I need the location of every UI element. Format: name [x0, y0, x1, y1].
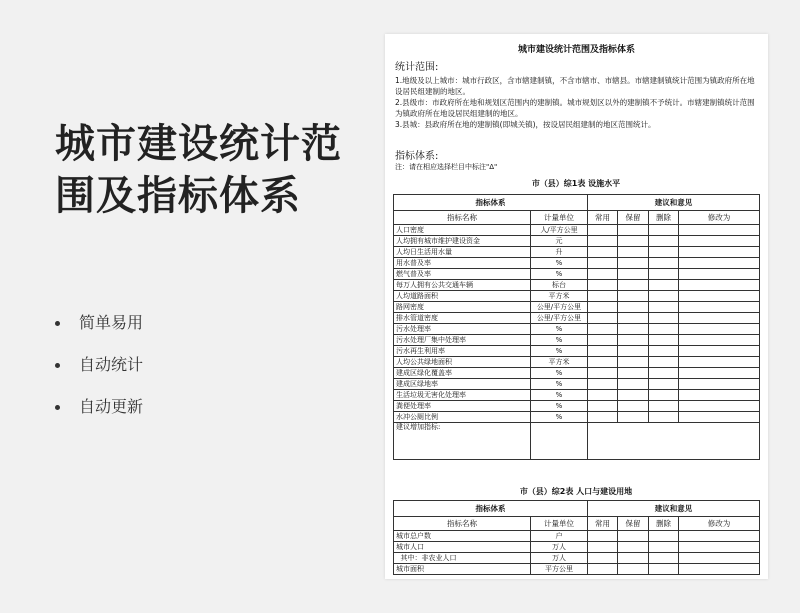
delete-checkbox-cell[interactable] [649, 335, 679, 346]
usage-checkbox-cell[interactable] [588, 302, 618, 313]
table-row [394, 225, 760, 236]
unit-cell: % [531, 269, 588, 280]
table-row [394, 280, 760, 291]
usage-checkbox-cell[interactable] [588, 269, 618, 280]
scope-list [395, 75, 761, 130]
indicator-name: 用水普及率 [394, 258, 531, 269]
indicator-heading: 指标体系: [395, 151, 439, 162]
usage-checkbox-cell[interactable] [588, 531, 618, 542]
indicator-name: 建成区绿地率 [394, 379, 531, 390]
keep-checkbox-cell[interactable] [618, 324, 649, 335]
keep-checkbox-cell[interactable] [618, 302, 649, 313]
unit-cell: 标台 [531, 280, 588, 291]
column-header: 指标名称 [394, 211, 531, 225]
delete-checkbox-cell[interactable] [649, 346, 679, 357]
modify-input-cell[interactable] [679, 553, 760, 564]
usage-checkbox-cell[interactable] [588, 280, 618, 291]
keep-checkbox-cell[interactable] [618, 269, 649, 280]
keep-checkbox-cell[interactable] [618, 412, 649, 423]
indicator-name: 路网密度 [394, 302, 531, 313]
delete-checkbox-cell[interactable] [649, 280, 679, 291]
unit-cell: 公里/平方公里 [531, 313, 588, 324]
delete-checkbox-cell[interactable] [649, 236, 679, 247]
delete-checkbox-cell[interactable] [649, 291, 679, 302]
indicator-name: 排水管道密度 [394, 313, 531, 324]
feature-item [55, 354, 143, 396]
keep-checkbox-cell[interactable] [618, 225, 649, 236]
usage-checkbox-cell[interactable] [588, 357, 618, 368]
bullet-icon [55, 405, 60, 410]
usage-checkbox-cell[interactable] [588, 412, 618, 423]
group-header: 建议和意见 [588, 501, 760, 517]
unit-cell: 平方米 [531, 291, 588, 302]
column-header: 修改为 [679, 517, 760, 531]
scope-item: 1.地级及以上城市：城市行政区，含市辖建制镇，不含市辖市、市辖县。市辖建制镇统计范围为镇政府所在地设居民组建制的地区。 [395, 76, 755, 96]
table-row [394, 346, 760, 357]
unit-cell: % [531, 368, 588, 379]
column-header: 计量单位 [531, 211, 588, 225]
modify-input-cell[interactable] [679, 280, 760, 291]
indicator-name: 燃气普及率 [394, 269, 531, 280]
indicator-name: 城市总户数 [394, 531, 531, 542]
indicator-name: 城市面积 [394, 564, 531, 575]
table-row [394, 291, 760, 302]
indicator-name: 人均公共绿地面积 [394, 357, 531, 368]
unit-cell: % [531, 335, 588, 346]
unit-cell: 万人 [531, 553, 588, 564]
indicator-name: 生活垃圾无害化处理率 [394, 390, 531, 401]
table-row [394, 412, 760, 423]
table-row [394, 390, 760, 401]
usage-checkbox-cell[interactable] [588, 324, 618, 335]
scope-heading: 统计范围: [395, 62, 439, 73]
table1-caption: 市（县）综1表 设施水平 [531, 179, 621, 188]
usage-checkbox-cell[interactable] [588, 247, 618, 258]
modify-input-cell[interactable] [679, 258, 760, 269]
group-header: 建议和意见 [588, 195, 760, 211]
usage-checkbox-cell[interactable] [588, 564, 618, 575]
unit-cell: 万人 [531, 542, 588, 553]
unit-cell: 户 [531, 531, 588, 542]
keep-checkbox-cell[interactable] [618, 291, 649, 302]
feature-label: 自动更新 [79, 397, 144, 416]
table-row [394, 302, 760, 313]
table-row [394, 258, 760, 269]
keep-checkbox-cell[interactable] [618, 335, 649, 346]
unit-cell: % [531, 401, 588, 412]
column-header: 保留 [618, 517, 649, 531]
unit-cell: % [531, 379, 588, 390]
unit-cell: 元 [531, 236, 588, 247]
modify-input-cell[interactable] [679, 390, 760, 401]
usage-checkbox-cell[interactable] [588, 258, 618, 269]
modify-input-cell[interactable] [679, 412, 760, 423]
feature-label: 简单易用 [79, 313, 144, 332]
delete-checkbox-cell[interactable] [649, 553, 679, 564]
usage-checkbox-cell[interactable] [588, 390, 618, 401]
table-row [394, 269, 760, 280]
suggest-label: 建议增加指标: [394, 423, 531, 460]
table-row [394, 531, 760, 542]
feature-label: 自动统计 [79, 355, 144, 374]
delete-checkbox-cell[interactable] [649, 564, 679, 575]
delete-checkbox-cell[interactable] [649, 531, 679, 542]
bullet-icon [55, 363, 60, 368]
column-header: 保留 [618, 211, 649, 225]
modify-input-cell[interactable] [679, 324, 760, 335]
delete-checkbox-cell[interactable] [649, 379, 679, 390]
delete-checkbox-cell[interactable] [649, 258, 679, 269]
table-row [394, 542, 760, 553]
usage-checkbox-cell[interactable] [588, 401, 618, 412]
document-preview [385, 34, 768, 579]
keep-checkbox-cell[interactable] [618, 313, 649, 324]
indicator-name: 人均道路面积 [394, 291, 531, 302]
keep-checkbox-cell[interactable] [618, 357, 649, 368]
unit-cell: 人/平方公里 [531, 225, 588, 236]
table-row [394, 236, 760, 247]
column-header: 删除 [649, 517, 679, 531]
suggest-unit-cell[interactable] [531, 423, 588, 460]
group-header: 指标体系 [394, 195, 588, 211]
column-header: 修改为 [679, 211, 760, 225]
delete-checkbox-cell[interactable] [649, 324, 679, 335]
indicator-name: 粪便处理率 [394, 401, 531, 412]
indicator-name: 污水处理率 [394, 324, 531, 335]
modify-input-cell[interactable] [679, 313, 760, 324]
indicator-name: 污水处理厂集中处理率 [394, 335, 531, 346]
delete-checkbox-cell[interactable] [649, 542, 679, 553]
unit-cell: 平方米 [531, 357, 588, 368]
indicator-name: 水冲公厕比例 [394, 412, 531, 423]
unit-cell: % [531, 412, 588, 423]
table-row [394, 313, 760, 324]
modify-input-cell[interactable] [679, 247, 760, 258]
column-header: 计量单位 [531, 517, 588, 531]
usage-checkbox-cell[interactable] [588, 225, 618, 236]
feature-list [55, 312, 143, 438]
keep-checkbox-cell[interactable] [618, 280, 649, 291]
modify-input-cell[interactable] [679, 379, 760, 390]
unit-cell: % [531, 258, 588, 269]
delete-checkbox-cell[interactable] [649, 313, 679, 324]
indicator-name: 污水再生利用率 [394, 346, 531, 357]
document-title: 城市建设统计范围及指标体系 [517, 45, 635, 55]
scope-item: 2.县级市：市政府所在地和规划区范围内的建制镇。城市规划区以外的建制镇不予统计。市辖建制镇统计范围为镇政府所在地设居民组建制的地区。 [395, 98, 755, 118]
unit-cell: 平方公里 [531, 564, 588, 575]
table-row [394, 553, 760, 564]
modify-input-cell[interactable] [679, 357, 760, 368]
modify-input-cell[interactable] [679, 236, 760, 247]
keep-checkbox-cell[interactable] [618, 564, 649, 575]
table-row [394, 564, 760, 575]
keep-checkbox-cell[interactable] [618, 401, 649, 412]
usage-checkbox-cell[interactable] [588, 291, 618, 302]
modify-input-cell[interactable] [679, 346, 760, 357]
table-row [394, 247, 760, 258]
keep-checkbox-cell[interactable] [618, 542, 649, 553]
modify-input-cell[interactable] [679, 531, 760, 542]
keep-checkbox-cell[interactable] [618, 247, 649, 258]
table-row [394, 324, 760, 335]
keep-checkbox-cell[interactable] [618, 258, 649, 269]
indicator-table-2 [393, 500, 760, 575]
unit-cell: 升 [531, 247, 588, 258]
modify-input-cell[interactable] [679, 302, 760, 313]
feature-item [55, 396, 143, 438]
usage-checkbox-cell[interactable] [588, 379, 618, 390]
delete-checkbox-cell[interactable] [649, 357, 679, 368]
usage-checkbox-cell[interactable] [588, 313, 618, 324]
usage-checkbox-cell[interactable] [588, 335, 618, 346]
usage-checkbox-cell[interactable] [588, 368, 618, 379]
table-row [394, 335, 760, 346]
indicator-name: 城市人口 [394, 542, 531, 553]
scope-item: 3.县城：县政府所在地的建制镇(即城关镇)，按设居民组建制的地区范围统计。 [395, 120, 656, 129]
unit-cell: % [531, 324, 588, 335]
column-header: 常用 [588, 517, 618, 531]
keep-checkbox-cell[interactable] [618, 531, 649, 542]
modify-input-cell[interactable] [679, 542, 760, 553]
keep-checkbox-cell[interactable] [618, 390, 649, 401]
keep-checkbox-cell[interactable] [618, 368, 649, 379]
delete-checkbox-cell[interactable] [649, 368, 679, 379]
modify-input-cell[interactable] [679, 269, 760, 280]
feature-item [55, 312, 143, 354]
keep-checkbox-cell[interactable] [618, 346, 649, 357]
indicator-name: 人口密度 [394, 225, 531, 236]
modify-input-cell[interactable] [679, 368, 760, 379]
usage-checkbox-cell[interactable] [588, 236, 618, 247]
column-header: 常用 [588, 211, 618, 225]
delete-checkbox-cell[interactable] [649, 225, 679, 236]
modify-input-cell[interactable] [679, 335, 760, 346]
indicator-name: 人均拥有城市维护建设资金 [394, 236, 531, 247]
modify-input-cell[interactable] [679, 291, 760, 302]
delete-checkbox-cell[interactable] [649, 247, 679, 258]
indicator-name: 建成区绿化覆盖率 [394, 368, 531, 379]
table-row [394, 357, 760, 368]
keep-checkbox-cell[interactable] [618, 553, 649, 564]
usage-checkbox-cell[interactable] [588, 542, 618, 553]
indicator-table-1 [393, 194, 760, 460]
suggest-row [394, 423, 760, 460]
unit-cell: % [531, 390, 588, 401]
suggest-input-cell[interactable] [588, 423, 760, 460]
usage-checkbox-cell[interactable] [588, 346, 618, 357]
unit-cell: % [531, 346, 588, 357]
delete-checkbox-cell[interactable] [649, 412, 679, 423]
bullet-icon [55, 321, 60, 326]
group-header: 指标体系 [394, 501, 588, 517]
table-row [394, 368, 760, 379]
modify-input-cell[interactable] [679, 225, 760, 236]
table-row [394, 379, 760, 390]
usage-checkbox-cell[interactable] [588, 553, 618, 564]
column-header: 删除 [649, 211, 679, 225]
unit-cell: 公里/平方公里 [531, 302, 588, 313]
table-row [394, 401, 760, 412]
modify-input-cell[interactable] [679, 401, 760, 412]
delete-checkbox-cell[interactable] [649, 302, 679, 313]
delete-checkbox-cell[interactable] [649, 401, 679, 412]
delete-checkbox-cell[interactable] [649, 390, 679, 401]
column-header: 指标名称 [394, 517, 531, 531]
delete-checkbox-cell[interactable] [649, 269, 679, 280]
table2-caption: 市（县）综2表 人口与建设用地 [519, 487, 633, 496]
indicator-name: 其中：非农业人口 [394, 553, 531, 564]
note-text: 注：请在相应选择栏目中标注"Δ" [395, 163, 498, 171]
indicator-name: 人均日生活用水量 [394, 247, 531, 258]
keep-checkbox-cell[interactable] [618, 236, 649, 247]
indicator-name: 每万人拥有公共交通车辆 [394, 280, 531, 291]
keep-checkbox-cell[interactable] [618, 379, 649, 390]
hero-title: 城市建设统计范围及指标体系 [55, 121, 342, 219]
modify-input-cell[interactable] [679, 564, 760, 575]
